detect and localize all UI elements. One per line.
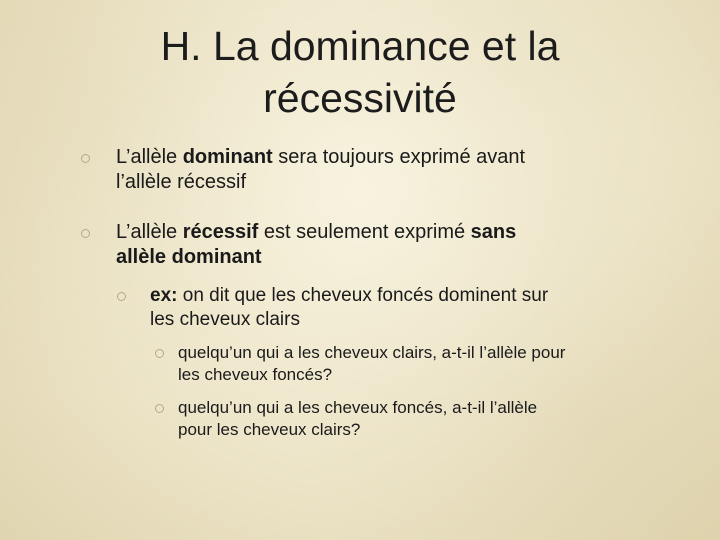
sub-sub-bullet-1-text	[178, 342, 668, 386]
slide-title	[60, 20, 660, 124]
bullet-2-bold-sans: sans	[470, 221, 517, 243]
bullet-1-text-run: l’allèle récessif	[116, 171, 247, 193]
hollow-circle-bullet-icon	[155, 404, 164, 413]
sub-bullet-1-text-run: on dit que les cheveux foncés dominent sur	[177, 285, 549, 306]
slide-title-line-2: récessivité	[263, 75, 457, 121]
sub-sub-bullet-2-text	[178, 397, 668, 441]
hollow-circle-bullet-icon	[81, 154, 90, 163]
bullet-2-text-run: L’allèle	[116, 221, 183, 243]
sub-bullet-1-bold-ex: ex:	[150, 285, 178, 306]
slide-title-line-1: H. La dominance et la	[160, 23, 560, 69]
sub-sub-bullet-1-text-run: quelqu’un qui a les cheveux clairs, a-t-il l’allèle pour	[178, 343, 566, 362]
bullet-1-text	[116, 145, 676, 195]
hollow-circle-bullet-icon	[81, 229, 90, 238]
bullet-2-text	[116, 220, 676, 270]
bullet-1-bold-dominant: dominant	[182, 146, 273, 168]
bullet-1-text-run: L’allèle	[116, 146, 183, 168]
sub-sub-bullet-2-text-run: pour les cheveux clairs?	[178, 420, 361, 439]
hollow-circle-bullet-icon	[155, 349, 164, 358]
sub-sub-bullet-2-text-run: quelqu’un qui a les cheveux foncés, a-t-il l’allèle	[178, 398, 538, 417]
sub-bullet-1-text	[150, 284, 670, 332]
hollow-circle-bullet-icon	[117, 292, 126, 301]
bullet-1-text-run: sera toujours exprimé avant	[272, 146, 526, 168]
sub-sub-bullet-1-text-run: les cheveux foncés?	[178, 365, 333, 384]
bullet-2-bold-recessif: récessif	[182, 221, 259, 243]
bullet-2-bold-allele-dominant: allèle dominant	[116, 246, 262, 268]
sub-bullet-1-text-run: les cheveux clairs	[150, 309, 300, 330]
bullet-2-text-run: est seulement exprimé	[258, 221, 471, 243]
